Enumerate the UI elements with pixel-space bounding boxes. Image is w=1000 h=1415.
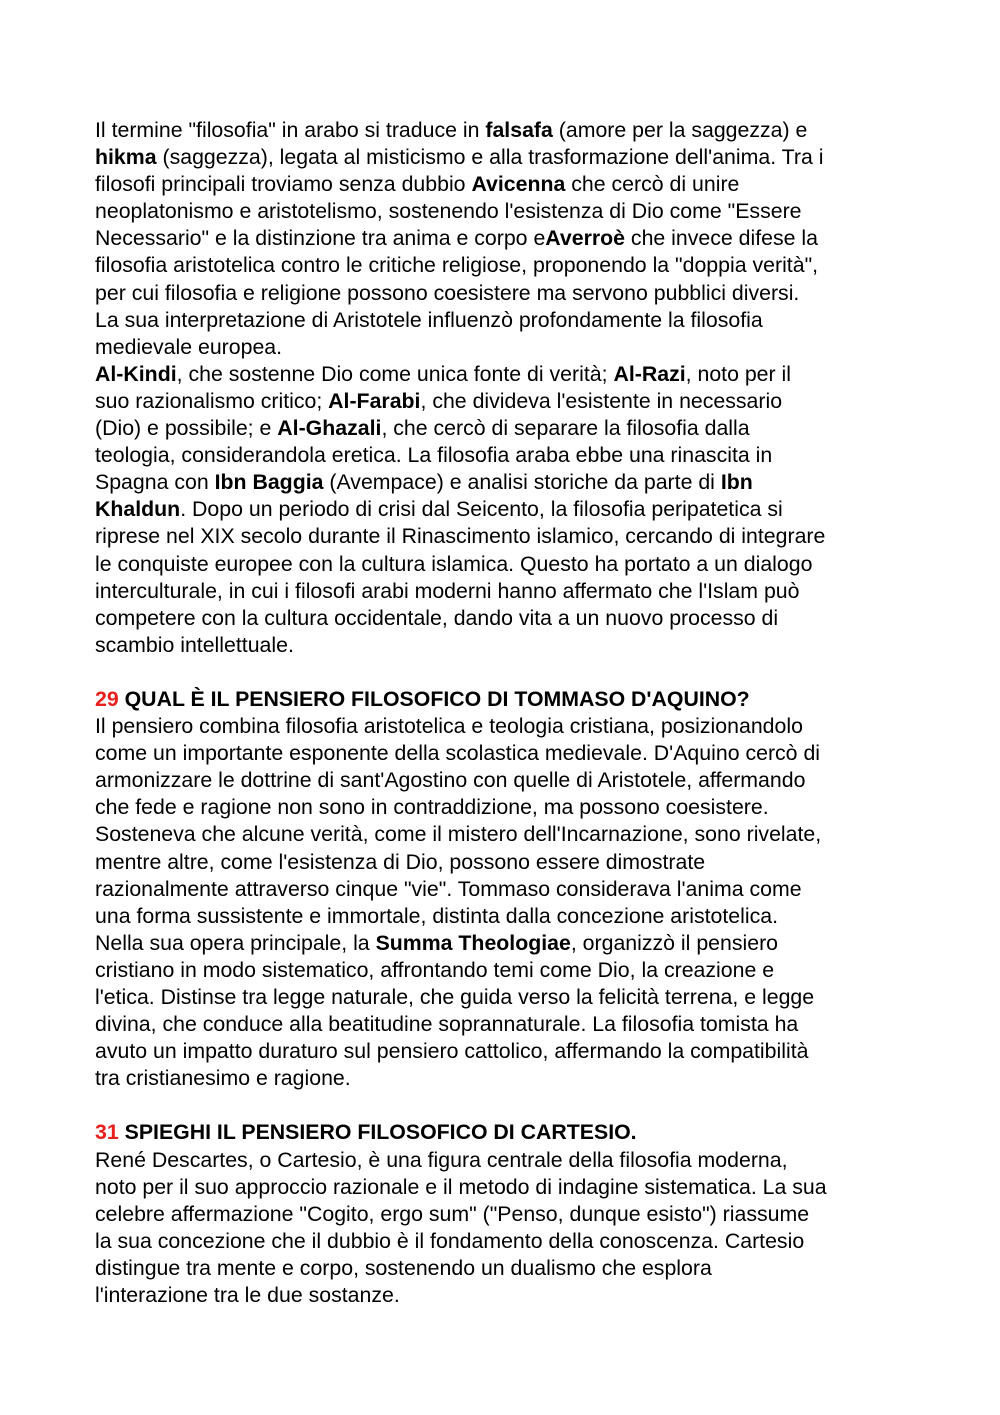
blank-line	[95, 659, 935, 686]
question-title: QUAL È IL PENSIERO FILOSOFICO DI TOMMASO D'AQUINO?	[118, 686, 750, 711]
text-line	[95, 307, 935, 334]
text-run: riprese nel XIX secolo durante il Rinascimento islamico, cercando di integrare	[95, 524, 826, 549]
text-run: tra cristianesimo e ragione.	[95, 1066, 351, 1091]
text-run: Nella sua opera principale, la	[95, 930, 376, 955]
question-title: SPIEGHI IL PENSIERO FILOSOFICO DI CARTESIO.	[118, 1120, 637, 1145]
blank-line	[95, 1092, 935, 1119]
bold-term: falsafa	[485, 118, 553, 142]
text-line	[95, 903, 935, 930]
text-run: che fede e ragione non sono in contraddizione, ma possono coesistere.	[95, 795, 769, 820]
bold-term: Al-Razi	[613, 361, 686, 386]
text-line	[95, 1065, 935, 1092]
text-line	[95, 496, 935, 523]
text-run: neoplatonismo e aristotelismo, sostenendo l'esistenza di Dio come "Essere	[95, 199, 802, 224]
text-line	[95, 957, 935, 984]
text-run: scambio intellettuale.	[95, 632, 294, 657]
text-run: . Dopo un periodo di crisi dal Seicento, la filosofia peripatetica si	[180, 497, 783, 522]
text-line	[95, 1011, 935, 1038]
text-run: razionalmente attraverso cinque "vie". Tommaso considerava l'anima come	[95, 876, 802, 901]
text-run: medievale europea.	[95, 334, 283, 359]
bold-term: Ibn	[720, 470, 753, 495]
text-run: l'interazione tra le due sostanze.	[95, 1283, 400, 1308]
text-line	[95, 225, 935, 252]
text-line	[95, 767, 935, 794]
text-run: avuto un impatto duraturo sul pensiero cattolico, affermando la compatibilità	[95, 1039, 809, 1064]
paragraph	[95, 1147, 935, 1310]
text-line	[95, 794, 935, 821]
paragraph	[95, 713, 935, 1092]
question-number: 29	[95, 686, 119, 711]
text-run: divina, che conduce alla beatitudine soprannaturale. La filosofia tomista ha	[95, 1012, 799, 1037]
text-run: armonizzare le dottrine di sant'Agostino con quelle di Aristotele, affermando	[95, 768, 806, 793]
text-run: , che sostenne Dio come unica fonte di verità;	[176, 361, 614, 386]
text-line	[95, 144, 935, 171]
text-run: distingue tra mente e corpo, sostenendo un dualismo che esplora	[95, 1255, 712, 1280]
text-run: (Dio) e possibile; e	[95, 416, 278, 441]
text-line	[95, 713, 935, 740]
text-line	[95, 821, 935, 848]
text-line	[95, 442, 935, 469]
text-run: , che cercò di separare la filosofia dalla	[381, 416, 750, 441]
text-run: filosofi principali troviamo senza dubbio	[95, 172, 472, 197]
text-run: la sua concezione che il dubbio è il fondamento della conoscenza. Cartesio	[95, 1228, 805, 1253]
text-run: noto per il suo approccio razionale e il metodo di indagine sistematica. La sua	[95, 1174, 827, 1199]
text-run: competere con la cultura occidentale, dando vita a un nuovo processo di	[95, 605, 779, 630]
text-run: una forma sussistente e immortale, distinta dalla concezione aristotelica.	[95, 903, 779, 928]
text-run: Necessario" e la distinzione tra anima e corpo e	[95, 226, 546, 251]
bold-term: Khaldun	[95, 497, 181, 522]
text-line	[95, 1147, 935, 1174]
text-line	[95, 1174, 935, 1201]
text-line	[95, 1282, 935, 1309]
text-line	[95, 198, 935, 225]
bold-term: Summa Theologiae	[375, 930, 571, 955]
text-run: mentre altre, come l'esistenza di Dio, possono essere dimostrate	[95, 849, 706, 874]
text-run: René Descartes, o Cartesio, è una figura centrale della filosofia moderna,	[95, 1147, 788, 1172]
bold-term: Ibn Baggia	[214, 470, 324, 495]
bold-term: Al-Kindi	[95, 361, 177, 386]
text-line	[95, 605, 935, 632]
text-run: come un importante esponente della scolastica medievale. D'Aquino cercò di	[95, 741, 821, 766]
text-run: cristiano in modo sistematico, affrontando temi come Dio, la creazione e	[95, 957, 775, 982]
text-line	[95, 334, 935, 361]
text-line	[95, 876, 935, 903]
text-line	[95, 632, 935, 659]
text-line	[95, 578, 935, 605]
text-line	[95, 930, 935, 957]
text-run: interculturale, in cui i filosofi arabi moderni hanno affermato che l'Islam può	[95, 578, 800, 603]
text-run: Sosteneva che alcune verità, come il mistero dell'Incarnazione, sono rivelate,	[95, 822, 822, 847]
question-heading	[95, 686, 935, 713]
text-run: , organizzò il pensiero	[570, 930, 779, 955]
text-line	[95, 984, 935, 1011]
text-line	[95, 523, 935, 550]
text-run: (amore per la saggezza) e	[552, 118, 808, 142]
text-line	[95, 551, 935, 578]
text-run: teologia, considerandola eretica. La filosofia araba ebbe una rinascita in	[95, 443, 773, 468]
question-number: 31	[95, 1120, 119, 1145]
text-line	[95, 849, 935, 876]
text-line	[95, 1228, 935, 1255]
bold-term: Avicenna	[471, 172, 566, 197]
text-run: celebre affermazione "Cogito, ergo sum" ("Penso, dunque esisto") riassume	[95, 1201, 810, 1226]
text-run: Il pensiero combina filosofia aristotelica e teologia cristiana, posizionandolo	[95, 714, 803, 739]
text-run: , che divideva l'esistente in necessario	[420, 388, 783, 413]
bold-term: Averroè	[545, 226, 626, 251]
text-run: che cercò di unire	[565, 172, 740, 197]
text-line	[95, 1201, 935, 1228]
text-line	[95, 280, 935, 307]
text-line	[95, 415, 935, 442]
text-run: La sua interpretazione di Aristotele influenzò profondamente la filosofia	[95, 307, 763, 332]
bold-term: Al-Ghazali	[277, 416, 382, 441]
text-line	[95, 1038, 935, 1065]
text-line	[95, 1255, 935, 1282]
document-page	[95, 117, 935, 1309]
bold-term: hikma	[95, 145, 157, 170]
text-run: per cui filosofia e religione possono coesistere ma servono pubblici diversi.	[95, 280, 800, 305]
text-line	[95, 388, 935, 415]
text-line	[95, 740, 935, 767]
text-line	[95, 117, 935, 144]
text-line	[95, 252, 935, 279]
text-line	[95, 361, 935, 388]
text-run: Il termine "filosofia" in arabo si traduce in	[95, 118, 486, 142]
bold-term: Al-Farabi	[328, 388, 421, 413]
text-run: (Avempace) e analisi storiche da parte di	[323, 470, 721, 495]
question-heading	[95, 1119, 935, 1146]
text-run: Spagna con	[95, 470, 215, 495]
text-run: (saggezza), legata al misticismo e alla trasformazione dell'anima. Tra i	[156, 145, 824, 170]
text-run: che invece difese la	[625, 226, 818, 251]
text-run: , noto per il	[685, 361, 792, 386]
text-run: suo razionalismo critico;	[95, 388, 329, 413]
text-run: le conquiste europee con la cultura islamica. Questo ha portato a un dialogo	[95, 551, 813, 576]
text-run: filosofia aristotelica contro le critiche religiose, proponendo la "doppia verità",	[95, 253, 819, 278]
text-line	[95, 171, 935, 198]
text-line	[95, 469, 935, 496]
paragraph	[95, 117, 935, 659]
text-run: l'etica. Distinse tra legge naturale, che guida verso la felicità terrena, e legge	[95, 985, 815, 1009]
